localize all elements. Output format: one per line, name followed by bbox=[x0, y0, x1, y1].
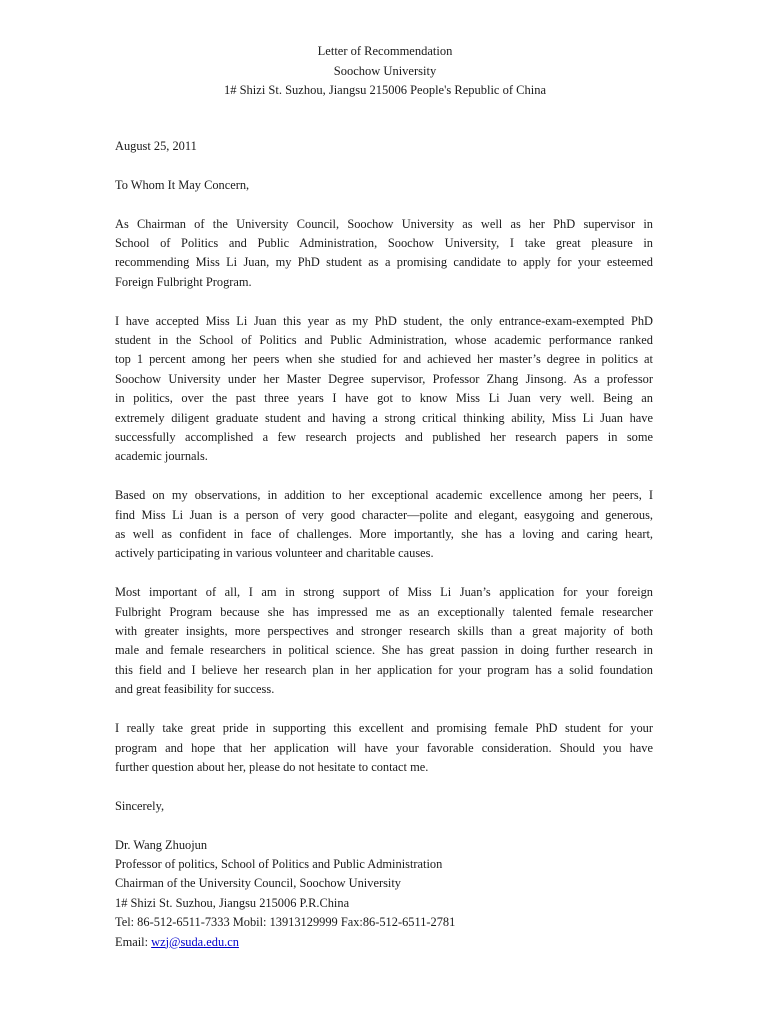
closing: Sincerely, bbox=[115, 798, 165, 813]
email-label: Email: bbox=[115, 934, 152, 949]
signer-title: Professor of politics, School of Politics and Public Administration bbox=[115, 856, 443, 871]
signer-contact: Tel: 86-512-6511-7333 Mobil: 13913129999 Fax:86-512-6511-2781 bbox=[115, 915, 456, 930]
paragraph-4 bbox=[115, 583, 653, 699]
paragraph-line: As Chairman of the University Council, Soochow University as well as her PhD supervisor in bbox=[115, 216, 653, 231]
paragraph-line: I really take great pride in supporting this excellent and promising female PhD student for your bbox=[115, 721, 653, 736]
letter-date: August 25, 2011 bbox=[115, 139, 197, 153]
paragraph-5 bbox=[115, 719, 653, 777]
paragraph-line: academic journals. bbox=[115, 449, 208, 464]
paragraph-line: program and hope that her application will have your favorable consideration. Should you have bbox=[115, 740, 653, 755]
letter-header bbox=[0, 42, 768, 101]
paragraph-line: successfully accomplished a few research projects and published her research papers in some bbox=[115, 430, 653, 445]
paragraph-line: this field and I believe her research plan in her application for your program has a solid foundation bbox=[115, 662, 653, 677]
paragraph-line: Fulbright Program because she has impressed me as an exceptionally talented female researcher bbox=[115, 604, 653, 619]
paragraph-line: I have accepted Miss Li Juan this year as my PhD student, the only entrance-exam-exempted PhD bbox=[115, 313, 653, 328]
paragraph-line: Soochow University under her Master Degree supervisor, Professor Zhang Jinsong. As a professor bbox=[115, 371, 653, 386]
email-link[interactable]: wzj@suda.edu.cn bbox=[151, 934, 239, 949]
paragraph-line: student in the School of Politics and Public Administration, whose academic performance ranked bbox=[115, 333, 653, 348]
paragraph-3 bbox=[115, 486, 653, 564]
paragraph-1 bbox=[115, 215, 653, 293]
paragraph-line: recommending Miss Li Juan, my PhD student as a promising candidate to apply for your esteemed bbox=[115, 255, 653, 270]
paragraph-line: in politics, over the past three years I have got to know Miss Li Juan very well. Being an bbox=[115, 391, 653, 406]
letter-body bbox=[115, 137, 653, 952]
salutation: To Whom It May Concern, bbox=[115, 177, 250, 192]
paragraph-2 bbox=[115, 312, 653, 467]
signer-name: Dr. Wang Zhuojun bbox=[115, 837, 208, 852]
paragraph-line: extremely diligent graduate student and having a strong critical thinking ability, Miss Li Juan have bbox=[115, 410, 653, 425]
university-name: Soochow University bbox=[333, 63, 437, 78]
paragraph-line: School of Politics and Public Administration, Soochow University, I take great pleasure in bbox=[115, 236, 653, 250]
paragraph-line: top 1 percent among her peers when she studied for and achieved her master’s degree in politics at bbox=[115, 352, 653, 367]
paragraph-line: with greater insights, more perspectives and stronger research skills than a great majority of both bbox=[115, 624, 653, 639]
signer-position: Chairman of the University Council, Soochow University bbox=[115, 876, 401, 891]
paragraph-line: Foreign Fulbright Program. bbox=[115, 274, 252, 289]
paragraph-line: as well as confident in face of challenges. More importantly, she has a loving and caring heart, bbox=[115, 527, 653, 542]
paragraph-line: male and female researchers in political science. She has great passion in doing further research in bbox=[115, 643, 653, 658]
paragraph-line: actively participating in various volunteer and charitable causes. bbox=[115, 546, 434, 561]
paragraph-line: Most important of all, I am in strong support of Miss Li Juan’s application for your foreign bbox=[115, 585, 653, 600]
paragraph-line: further question about her, please do not hesitate to contact me. bbox=[115, 759, 429, 774]
paragraph-line: and great feasibility for success. bbox=[115, 682, 275, 697]
signer-email-line bbox=[115, 933, 653, 952]
university-address: 1# Shizi St. Suzhou, Jiangsu 215006 People's Republic of China bbox=[223, 83, 547, 97]
paragraph-line: Based on my observations, in addition to her exceptional academic excellence among her peers, I bbox=[115, 488, 653, 503]
signature-block bbox=[115, 836, 653, 952]
letter-title: Letter of Recommendation bbox=[317, 44, 453, 58]
signer-address: 1# Shizi St. Suzhou, Jiangsu 215006 P.R.China bbox=[115, 895, 350, 910]
paragraph-line: find Miss Li Juan is a person of very good character—polite and elegant, easygoing and generous, bbox=[115, 507, 653, 522]
